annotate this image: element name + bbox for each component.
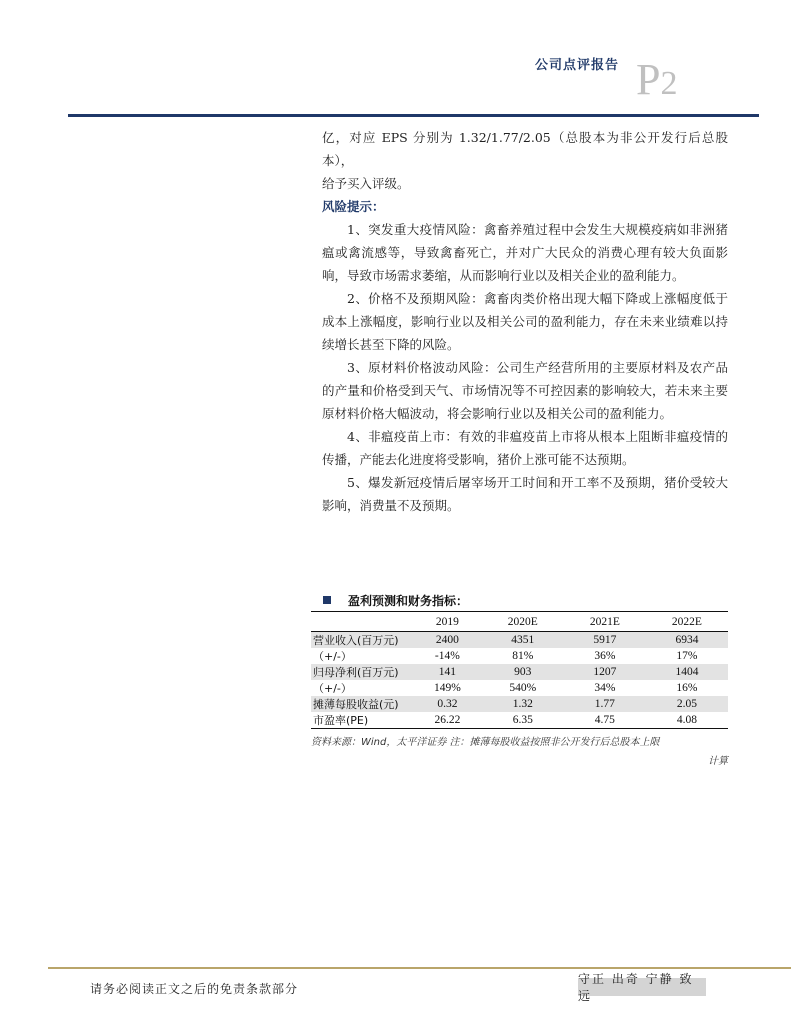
row-label: 归母净利(百万元) <box>311 664 413 680</box>
table-cell: 1207 <box>564 664 646 680</box>
table-cell: 1.32 <box>482 696 564 712</box>
table-cell: 2.05 <box>646 696 728 712</box>
intro-line: 给予买入评级。 <box>322 176 410 191</box>
table-row <box>311 680 728 696</box>
table-heading <box>311 592 728 608</box>
row-label: （+/-） <box>313 650 352 663</box>
risk-item: 1、突发重大疫情风险：禽畜养殖过程中会发生大规模疫病如非洲猪瘟或禽流感等，导致禽畜死亡，并对广大民众的消费心理有较大负面影响，导致市场需求萎缩，从而影响行业以及相关企业的盈利能力。 <box>322 222 728 283</box>
square-bullet-icon <box>323 596 331 604</box>
table-header-row <box>311 612 728 632</box>
table-row <box>311 696 728 712</box>
table-cell: 4351 <box>482 632 564 649</box>
column-header <box>311 612 413 632</box>
table-cell: 4.08 <box>646 712 728 729</box>
column-header: 2019 <box>413 612 482 632</box>
table-cell: 34% <box>594 682 616 694</box>
page-digit: 2 <box>660 65 678 102</box>
table-cell: 1.77 <box>564 696 646 712</box>
row-label: （+/-） <box>313 682 352 695</box>
risk-item: 5、爆发新冠疫情后屠宰场开工时间和开工率不及预期，猪价受较大影响，消费量不及预期。 <box>322 475 728 513</box>
table-row <box>311 712 728 729</box>
page-number <box>636 55 678 106</box>
page-letter: P <box>636 55 661 104</box>
header-divider <box>68 114 759 117</box>
table-cell: 1404 <box>646 664 728 680</box>
financial-forecast-table <box>311 611 728 729</box>
source-line: 计算 <box>708 756 728 767</box>
table-row <box>311 632 728 649</box>
row-label: 市盈率(PE) <box>311 712 413 729</box>
table-cell: 149% <box>433 682 461 694</box>
table-cell: 5917 <box>564 632 646 649</box>
financial-forecast-section <box>311 592 728 771</box>
intro-line: 亿，对应 EPS 分别为 1.32/1.77/2.05（总股本为非公开发行后总股本）， <box>322 130 728 168</box>
table-row <box>311 664 728 680</box>
column-header: 2022E <box>646 612 728 632</box>
table-source-note <box>311 733 728 771</box>
risk-item: 2、价格不及预期风险：禽畜肉类价格出现大幅下降或上涨幅度低于成本上涨幅度，影响行业以及相关公司的盈利能力，存在未来业绩难以持续增长甚至下降的风险。 <box>322 291 728 352</box>
table-cell: 540% <box>509 682 537 694</box>
row-label: 摊薄每股收益(元) <box>311 696 413 712</box>
table-cell: 903 <box>482 664 564 680</box>
footer-disclaimer: 请务必阅读正文之后的免责条款部分 <box>90 982 299 996</box>
risk-section-title: 风险提示： <box>322 199 385 214</box>
risk-item: 4、非瘟疫苗上市：有效的非瘟疫苗上市将从根本上阻断非瘟疫情的传播，产能去化进度将受影响，猪价上涨可能不达预期。 <box>322 429 728 467</box>
table-cell: 0.32 <box>413 696 482 712</box>
table-cell: 6934 <box>646 632 728 649</box>
column-header: 2020E <box>482 612 564 632</box>
table-cell: 6.35 <box>482 712 564 729</box>
table-cell: -14% <box>434 650 460 662</box>
row-label: 营业收入(百万元) <box>311 632 413 649</box>
risk-item: 3、原材料价格波动风险：公司生产经营所用的主要原材料及农产品的产量和价格受到天气、市场情况等不可控因素的影响较大，若未来主要原材料价格大幅波动，将会影响行业以及相关公司的盈利能力。 <box>322 360 728 421</box>
table-cell: 26.22 <box>413 712 482 729</box>
report-body <box>322 126 728 517</box>
table-cell: 4.75 <box>564 712 646 729</box>
report-type-title: 公司点评报告 <box>534 58 619 73</box>
table-cell: 81% <box>512 650 534 662</box>
table-title: 盈利预测和财务指标： <box>348 593 469 608</box>
table-cell: 2400 <box>413 632 482 649</box>
column-header: 2021E <box>564 612 646 632</box>
table-cell: 36% <box>594 650 616 662</box>
footer-divider <box>48 967 791 969</box>
table-cell: 16% <box>676 682 698 694</box>
footer-motto: 守正 出奇 宁静 致远 <box>578 978 706 996</box>
table-cell: 141 <box>413 664 482 680</box>
table-cell: 17% <box>676 650 698 662</box>
table-row <box>311 648 728 664</box>
source-line: 资料来源：Wind，太平洋证券 注：摊薄每股收益按照非公开发行后总股本上限 <box>311 737 660 748</box>
